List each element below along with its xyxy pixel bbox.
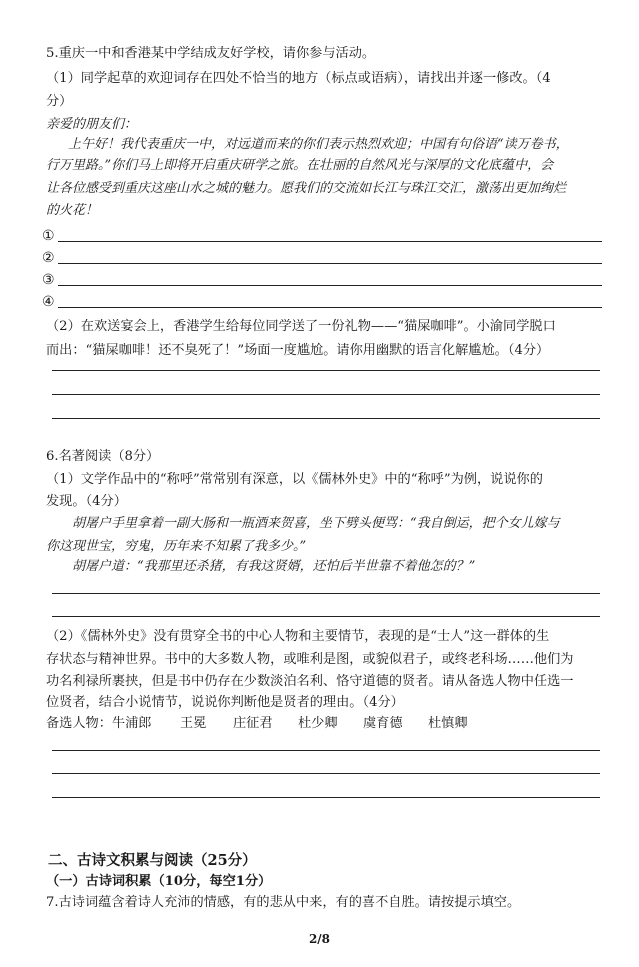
quote-line-3: 胡屠户道：“我那里还杀猪，有我这贤婿，还怕后半世靠不着他怎的？” bbox=[72, 559, 476, 574]
answer-number: ① bbox=[42, 228, 55, 244]
q6-part2-line-4: 位贤者，结合小说情节，说说你判断他是贤者的理由。（4分） bbox=[46, 695, 404, 710]
writing-line[interactable] bbox=[52, 616, 600, 617]
writing-line[interactable] bbox=[52, 418, 600, 419]
speech-line-3: 让各位感受到重庆这座山水之城的魅力。愿我们的交流如长江与珠江交汇，激荡出更加绚烂 bbox=[46, 181, 567, 196]
candidate-name: 杜少卿 bbox=[298, 716, 338, 731]
speech-line-1: 上午好！我代表重庆一中，对远道而来的你们表示热烈欢迎；中国有句俗语“读万卷书， bbox=[68, 137, 569, 152]
q6-part2-line-1: （2）《儒林外史》没有贯穿全书的中心人物和主要情节，表现的是“士人”这一群体的生 bbox=[46, 629, 550, 644]
candidate-name: 虞育德 bbox=[363, 716, 403, 731]
q6-part1-prompt-line1: （1）文学作品中的“称呼”常常别有深意，以《儒林外史》中的“称呼”为例，说说你的 bbox=[46, 472, 543, 487]
answer-line-2[interactable] bbox=[42, 248, 602, 268]
section2-subheading: （一）古诗词积累（10分，每空1分） bbox=[46, 874, 272, 889]
writing-line[interactable] bbox=[52, 370, 600, 371]
answer-number: ④ bbox=[42, 294, 55, 310]
q6-part2-line-2: 存状态与精神世界。书中的大多数人物，或唯利是图，或貌似君子，或终老科场……他们为 bbox=[46, 652, 574, 667]
q5-part1-prompt-line2: 分） bbox=[46, 94, 73, 109]
candidate-name: 杜慎卿 bbox=[428, 716, 468, 731]
q6-title: 6.名著阅读（8分） bbox=[46, 449, 160, 464]
candidate-name: 庄征君 bbox=[233, 716, 273, 731]
candidate-name: 王冕 bbox=[180, 716, 207, 731]
q7-prompt: 7.古诗词蕴含着诗人充沛的情感，有的悲从中来，有的喜不自胜。请按提示填空。 bbox=[46, 895, 521, 910]
q5-title: 5.重庆一中和香港某中学结成友好学校，请你参与活动。 bbox=[46, 46, 376, 61]
writing-line[interactable] bbox=[52, 593, 600, 594]
q6-part2-line-3: 功名利禄所裹挟，但是书中仍存在少数淡泊名利、恪守道德的贤者。请从备选人物中任选一 bbox=[46, 674, 574, 689]
q5-part1-prompt-line1: （1）同学起草的欢迎词存在四处不恰当的地方（标点或语病），请找出并逐一修改。（4 bbox=[46, 71, 551, 86]
answer-line-4[interactable] bbox=[42, 292, 602, 312]
writing-line[interactable] bbox=[52, 773, 600, 774]
q5-part2-prompt-line1: （2）在欢送宴会上，香港学生给每位同学送了一份礼物——“猫屎咖啡”。小渝同学脱口 bbox=[46, 319, 556, 334]
answer-number: ③ bbox=[42, 272, 55, 288]
answer-line-1[interactable] bbox=[42, 226, 602, 246]
candidates-label: 备选人物：牛浦郎 bbox=[46, 716, 152, 731]
speech-line-4: 的火花！ bbox=[46, 203, 99, 218]
answer-number: ② bbox=[42, 250, 55, 266]
writing-line[interactable] bbox=[52, 394, 600, 395]
q5-part2-prompt-line2: 而出：“猫屎咖啡！还不臭死了！”场面一度尴尬。请你用幽默的语言化解尴尬。（4分） bbox=[46, 343, 550, 358]
speech-line-2: 行万里路。”你们马上即将开启重庆研学之旅。在壮丽的自然风光与深厚的文化底蕴中，会 bbox=[46, 158, 554, 173]
page-number: 2/8 bbox=[308, 932, 331, 946]
speech-greeting: 亲爱的朋友们： bbox=[46, 117, 138, 132]
section2-heading: 二、古诗文积累与阅读（25分） bbox=[48, 852, 257, 869]
writing-line[interactable] bbox=[52, 750, 600, 751]
writing-line[interactable] bbox=[52, 797, 600, 798]
quote-line-1: 胡屠户手里拿着一副大肠和一瓶酒来贺喜，坐下劈头便骂：“我自倒运，把个女儿嫁与 bbox=[72, 516, 560, 531]
quote-line-2: 你这现世宝，穷鬼，历年来不知累了我多少。” bbox=[46, 539, 307, 554]
answer-line-3[interactable] bbox=[42, 270, 602, 290]
q6-part1-prompt-line2: 发现。（4分） bbox=[46, 494, 127, 509]
